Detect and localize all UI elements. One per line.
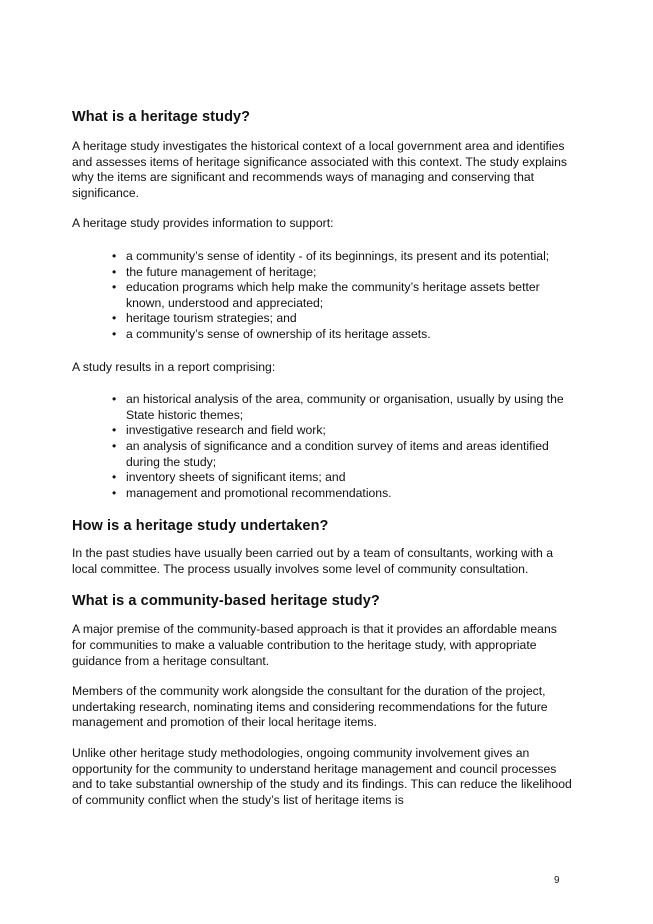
bullet-icon: • xyxy=(112,280,117,295)
bullet-icon: • xyxy=(112,423,117,438)
paragraph: A study results in a report comprising: xyxy=(72,359,276,374)
bullet-list-support xyxy=(72,249,572,343)
section-heading-how-undertaken: How is a heritage study undertaken? xyxy=(72,518,329,535)
bullet-icon: • xyxy=(112,438,117,453)
bullet-icon: • xyxy=(112,485,117,500)
paragraph: In the past studies have usually been carried out by a team of consultants, working with a local committee. The process usually involves some level of community consultation. xyxy=(72,546,554,576)
list-item: • the future management of heritage; xyxy=(112,264,317,279)
bullet-icon: • xyxy=(112,264,117,279)
section-heading-community-based: What is a community-based heritage study? xyxy=(72,593,380,610)
document-page xyxy=(72,108,572,808)
list-item: • inventory sheets of significant items; and xyxy=(112,470,346,485)
bullet-icon: • xyxy=(112,392,117,407)
bullet-icon: • xyxy=(112,470,117,485)
paragraph: Unlike other heritage study methodologies, ongoing community involvement gives an opportunity for the community to understand heritage management and council processes and to take substantial ownership of the study and its findings. This can reduce the likelihood of community conflict when the study’s list of heritage items is xyxy=(72,746,572,807)
list-item: • management and promotional recommendations. xyxy=(112,485,392,500)
bullet-list-report xyxy=(72,392,572,501)
list-item: • an historical analysis of the area, community or organisation, usually by using the State historic themes; xyxy=(112,392,564,422)
section-heading-what-is-heritage-study: What is a heritage study? xyxy=(72,109,251,125)
list-item: • a community’s sense of identity - of its beginnings, its present and its potential; xyxy=(112,248,550,263)
list-item: • heritage tourism strategies; and xyxy=(112,311,297,326)
bullet-icon: • xyxy=(112,248,117,263)
bullet-icon: • xyxy=(112,311,117,326)
list-item: • a community’s sense of ownership of its heritage assets. xyxy=(112,326,431,341)
page-number: 9 xyxy=(554,875,560,886)
paragraph: A major premise of the community-based approach is that it provides an affordable means for communities to make a valuable contribution to the heritage study, with appropriate guidance from a heritage consultant. xyxy=(72,622,557,668)
list-item: • education programs which help make the community’s heritage assets better known, understood and appreciated; xyxy=(112,280,540,310)
paragraph: Members of the community work alongside the consultant for the duration of the project, undertaking research, nominating items and considering recommendations for the future management and promotion of their local heritage items. xyxy=(72,684,548,730)
list-item: • an analysis of significance and a condition survey of items and areas identified during the study; xyxy=(112,438,549,469)
bullet-icon: • xyxy=(112,326,117,341)
list-item: • investigative research and field work; xyxy=(112,423,326,438)
paragraph: A heritage study provides information to support: xyxy=(72,216,334,231)
paragraph: A heritage study investigates the historical context of a local government area and identifies and assesses items of heritage significance associated with this context. The study explains why the items are significant and recommends ways of managing and conserving that significance. xyxy=(72,139,567,200)
